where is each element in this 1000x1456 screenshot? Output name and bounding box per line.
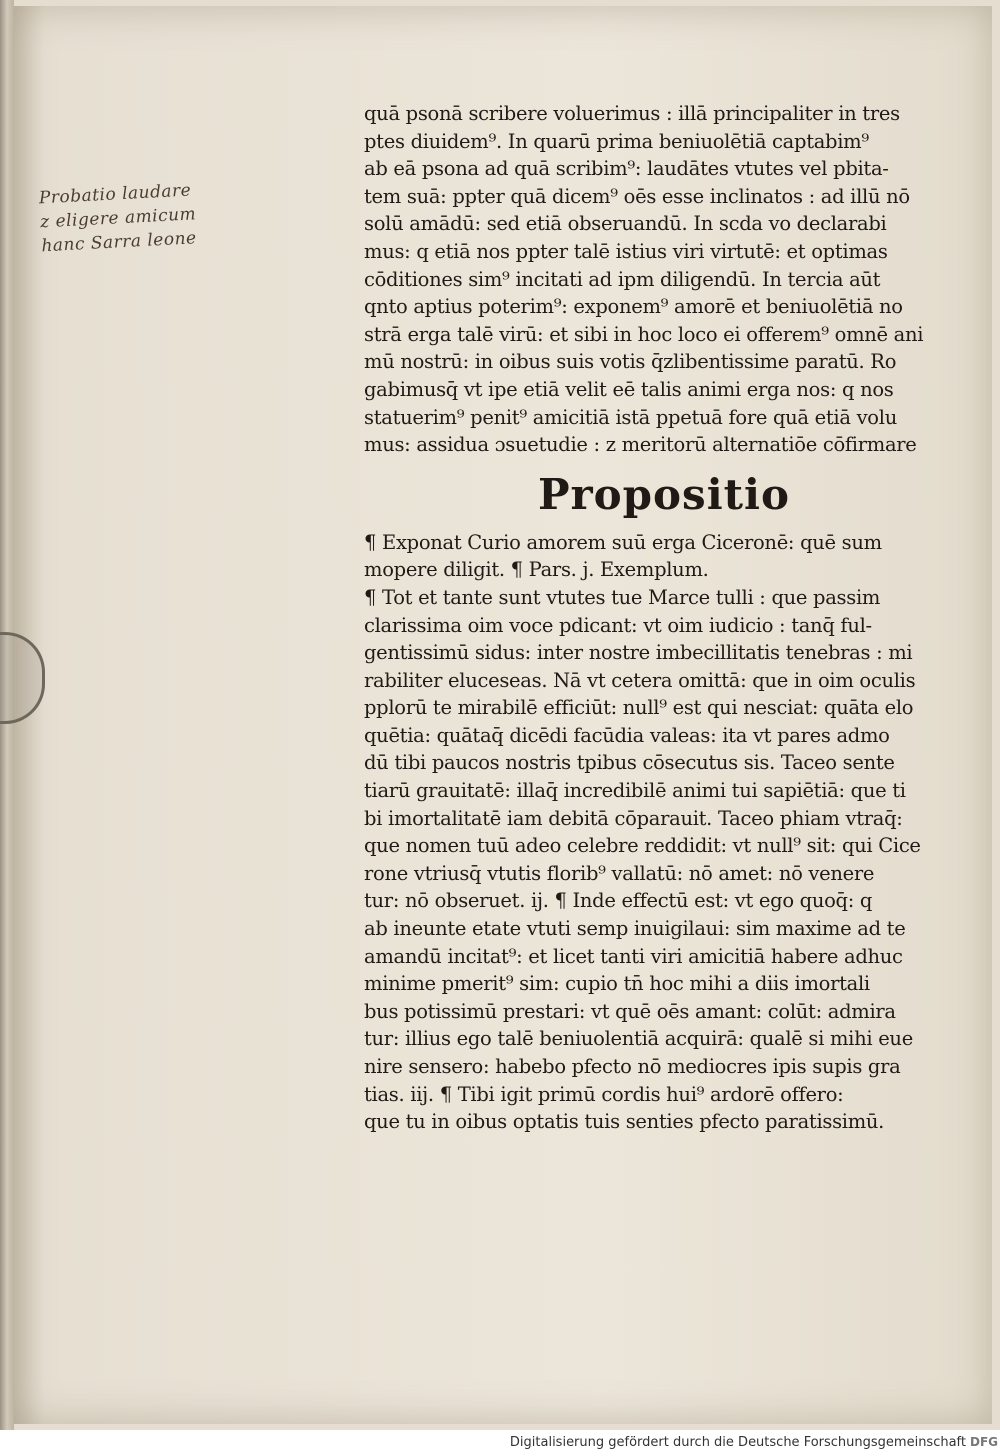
text-line: solū amādū: sed etiā obseruandū. In scda vo declarabi: [364, 212, 887, 236]
footer-credit: Digitalisierung gefördert durch die Deutsche Forschungsgemeinschaft: [509, 1435, 966, 1450]
text-line: tiarū grauitatē: illaq̄ incredibilē animi tui sapiētiā: que ti: [364, 779, 906, 803]
text-line: statuerim⁹ penit⁹ amicitiā istā ppetuā fore quā etiā volu: [364, 405, 897, 429]
text-line: rabiliter eluceseas. Nā vt cetera omittā: que in oim oculis: [364, 668, 916, 692]
footer-bar: [0, 1430, 1000, 1456]
text-line: mus: assidua ɔsuetudie : z meritorū alternatiōe cōfirmare: [364, 433, 917, 457]
margin-note-line: hanc Sarra leone: [40, 228, 198, 257]
text-line: clarissima oim voce pdicant: vt oim iudicio : tanq̄ ful-: [364, 613, 872, 637]
text-line: quā psonā scribere voluerimus : illā principaliter in tres: [364, 102, 900, 125]
section-heading: Propositio: [537, 469, 791, 519]
text-line: dū tibi paucos nostris tpibus cōsecutus sis. Taceo sente: [364, 751, 895, 775]
text-line: tur: nō obseruet. ij. ¶ Inde effectū est: vt ego quoq̄: q: [364, 889, 873, 913]
text-line: que tu in oibus optatis tuis senties pfecto paratissimū.: [364, 1110, 885, 1134]
text-line: ¶ Tot et tante sunt vtutes tue Marce tulli : que passim: [364, 585, 881, 609]
printed-text-block: [364, 100, 964, 1136]
text-line: mū nostrū: in oibus suis votis q̄zlibentissime paratū. Ro: [364, 350, 897, 374]
text-line: tem suā: ppter quā dicem⁹ oēs esse inclinatos : ad illū nō: [364, 184, 910, 208]
text-line: ¶ Exponat Curio amorem suū erga Ciceronē: quē sum: [364, 530, 882, 554]
text-line: ab ineunte etate vtuti semp inuigilaui: sim maxime ad te: [364, 917, 906, 941]
paragraph-before-heading: [364, 100, 964, 459]
paragraph-after-heading: [364, 529, 964, 1136]
text-line: cōditiones sim⁹ incitati ad ipm diligendū. In tercia aūt: [364, 267, 881, 291]
text-line: tias. iij. ¶ Tibi igit primū cordis hui⁹ ardorē offero:: [364, 1082, 844, 1106]
text-line: strā erga talē virū: et sibi in hoc loco ei offerem⁹ omnē ani: [364, 322, 924, 346]
text-line: tur: illius ego talē beniuolentiā acquirā: qualē si mihi eue: [364, 1027, 913, 1051]
text-line: pplorū te mirabilē efficiūt: null⁹ est qui nesciat: quāta elo: [364, 696, 914, 720]
text-line: bus potissimū prestari: vt quē oēs amant: colūt: admira: [364, 999, 896, 1023]
text-line: mopere diligit. ¶ Pars. j. Exemplum.: [364, 558, 709, 582]
dfg-logo-icon: DFG: [970, 1435, 999, 1449]
text-line: mus: q etiā nos ppter talē istius viri virtutē: et optimas: [364, 239, 888, 263]
text-line: que nomen tuū adeo celebre reddidit: vt null⁹ sit: qui Cice: [364, 834, 921, 858]
text-line: gabimusq̄ vt ipe etiā velit eē talis animi erga nos: q nos: [364, 377, 894, 401]
text-line: amandū incitat⁹: et licet tanti viri amicitiā habere adhuc: [364, 944, 903, 968]
text-line: rone vtriusq̄ vtutis florib⁹ vallatū: nō amet: nō venere: [364, 861, 875, 885]
text-line: gentissimū sidus: inter nostre imbecillitatis tenebras : mi: [364, 641, 913, 665]
text-line: ptes diuidem⁹. In quarū prima beniuolētiā captabim⁹: [364, 129, 869, 153]
margin-note-line: z eligere amicum: [39, 204, 197, 233]
text-line: bi imortalitatē iam debitā cōparauit. Taceo phiam vtraq̄:: [364, 806, 903, 830]
text-line: quētia: quātaq̄ dicēdi facūdia valeas: ita vt pares admo: [364, 723, 890, 747]
text-line: nire sensero: habebo pfecto nō mediocres ipis supis gra: [364, 1055, 901, 1078]
text-line: qnto aptius poterim⁹: exponem⁹ amorē et beniuolētiā no: [364, 295, 903, 319]
text-line: ab eā psona ad quā scribim⁹: laudātes vtutes vel pbita-: [364, 157, 889, 181]
margin-note-line: Probatio laudare: [38, 180, 192, 209]
text-line: minime pmerit⁹ sim: cupio tn̄ hoc mihi a diis imortali: [364, 972, 870, 996]
